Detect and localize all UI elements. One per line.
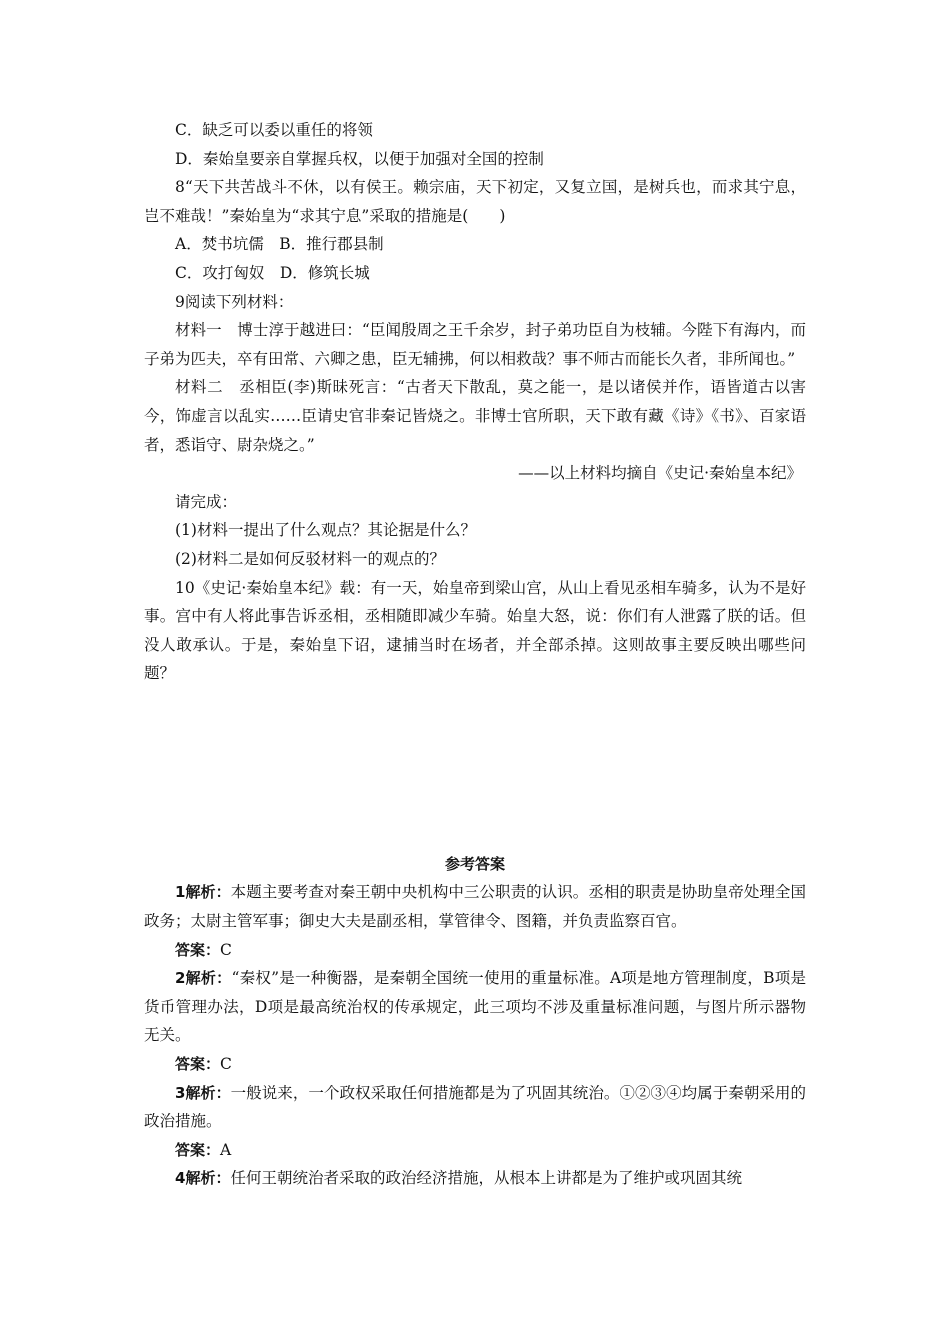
q7-option-d: D．秦始皇要亲自掌握兵权，以便于加强对全国的控制 (175, 149, 544, 168)
answer-1-result (144, 936, 806, 965)
answer-3-value: A (220, 1140, 232, 1159)
q9-intro: 9阅读下列材料： (175, 292, 294, 311)
answer-1-analysis-text: 本题主要考查对秦王朝中央机构中三公职责的认识。丞相的职责是协助皇帝处理全国政务；太尉主管军事；御史大夫是副丞相，掌管律令、图籍，并负责监察百官。 (144, 883, 806, 931)
answer-1-analysis (144, 878, 806, 935)
answer-space (144, 688, 806, 850)
document-page (144, 116, 806, 1193)
answer-3-analysis (144, 1079, 806, 1136)
q9-sub-question-1: (1)材料一提出了什么观点？其论据是什么？ (175, 521, 476, 540)
answer-1-value: C (220, 940, 232, 959)
q9-material-2: 材料二 丞相臣(李)斯昧死言：“古者天下散乱，莫之能一，是以诸侯并作，语皆道古以害今，饰虚言以乱实……臣请史官非秦记皆烧之。非博士官所职，天下敢有藏《诗》《书》、百家语者，悉诣守、尉杂烧之。” (144, 378, 806, 454)
analysis-label: 解析： (185, 1083, 231, 1102)
q9-source: ——以上材料均摘自《史记·秦始皇本纪》 (518, 464, 802, 483)
answer-label: 答案： (175, 940, 221, 959)
answer-4-analysis (144, 1164, 806, 1193)
analysis-label: 解析： (185, 1169, 231, 1188)
q9-sub-question-2: (2)材料二是如何反驳材料一的观点的？ (175, 549, 445, 568)
answer-2-result (144, 1050, 806, 1079)
answer-label: 答案： (175, 1140, 221, 1159)
answer-2-value: C (220, 1055, 232, 1074)
answer-3-result (144, 1136, 806, 1165)
q9-prompt: 请完成： (175, 492, 238, 511)
analysis-label: 解析： (185, 883, 231, 902)
answer-3-analysis-text: 一般说来，一个政权采取任何措施都是为了巩固其统治。①②③④均属于秦朝采用的政治措施。 (144, 1083, 806, 1131)
answer-3-number: 3 (175, 1083, 186, 1102)
answer-4-number: 4 (175, 1169, 186, 1188)
answers-title: 参考答案 (444, 854, 505, 873)
answer-1-number: 1 (175, 883, 186, 902)
answer-label: 答案： (175, 1055, 221, 1074)
q8-stem: 8“天下共苦战斗不休，以有侯王。赖宗庙，天下初定，又复立国，是树兵也，而求其宁息，岂不难哉！”秦始皇为“求其宁息”采取的措施是( ) (144, 178, 806, 225)
q9-material-1: 材料一 博士淳于越进曰：“臣闻殷周之王千余岁，封子弟功臣自为枝辅。今陛下有海内，而子弟为匹夫，卒有田常、六卿之患，臣无辅拂，何以相救哉？事不师古而能长久者，非所闻也。” (144, 321, 806, 368)
q8-options-cd: C．攻打匈奴 D．修筑长城 (175, 263, 370, 282)
q7-option-c: C．缺乏可以委以重任的将领 (175, 121, 373, 139)
q8-options-ab: A．焚书坑儒 B．推行郡县制 (175, 235, 384, 254)
answer-2-analysis (144, 964, 806, 1050)
answer-2-number: 2 (175, 969, 186, 988)
answer-4-analysis-text: 任何王朝统治者采取的政治经济措施，从根本上讲都是为了维护或巩固其统 (230, 1169, 742, 1188)
analysis-label: 解析： (185, 969, 232, 988)
answer-2-analysis-text: “秦权”是一种衡器，是秦朝全国统一使用的重量标准。A项是地方管理制度，B项是货币管理办法，D项是最高统治权的传承规定，此三项均不涉及重量标准问题，与图片所示器物无关。 (144, 969, 806, 1045)
q10-stem: 10《史记·秦始皇本纪》载：有一天，始皇帝到梁山宫，从山上看见丞相车骑多，认为不是好事。宫中有人将此事告诉丞相，丞相随即减少车骑。始皇大怒，说：你们有人泄露了朕的话。但没人敢承认。于是，秦始皇下诏，逮捕当时在场者，并全部杀掉。这则故事主要反映出哪些问题？ (144, 578, 806, 683)
